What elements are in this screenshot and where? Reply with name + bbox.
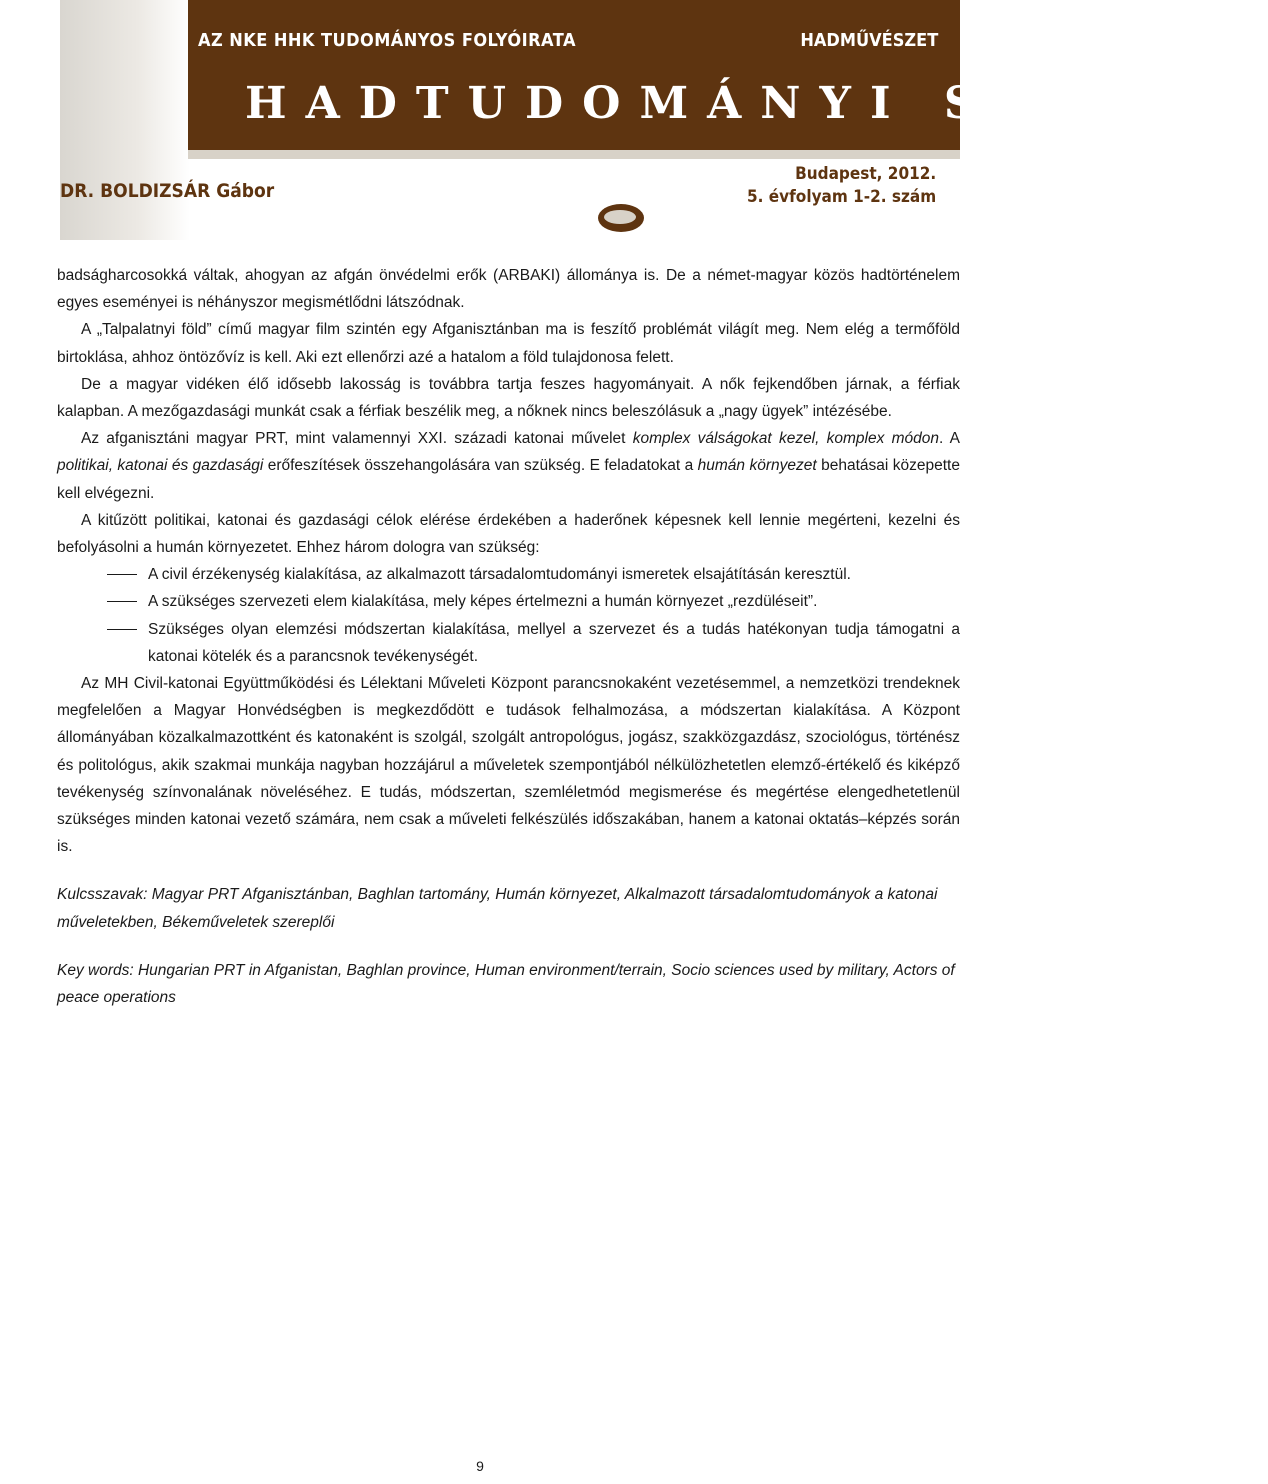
p4-text-a: Az afganisztáni magyar PRT, mint valamennyi XXI. századi katonai művelet — [81, 430, 633, 448]
p4-italic-b: komplex válságokat kezel, komplex módon — [632, 430, 939, 448]
paragraph-5: A kitűzött politikai, katonai és gazdasági célok elérése érdekében a haderőnek képesnek kell lennie megérteni, kezelni és befolyásolni a humán környezetet. Ehhez három dologra van szükség: — [57, 511, 960, 557]
paragraph-6: Az MH Civil-katonai Együttműködési és Lélektani Műveleti Központ parancsnokaként vezetésemmel, a nemzetközi trendeknek megfelelően a Magyar Honvédségben is megkezdődött e tudások felhalmozása, a módszertan kialakítása. A Központ állományában közalkalmazottként és katonaként is szolgál, szolgált antropológus, jogász, szakközgazdász, szociológus, történész és politológus, akik szakmai munkája nagyban hozzájárul a műveletek szempontjából nélkülözhetetlen elemző-értékelő és kiképző tevékenység színvonalának növeléséhez. E tudás, módszertan, szemléletmód megismerése és megértése elengedhetetlenül szükséges minden katonai vezető számára, nem csak a műveleti felkészülés időszakában, hanem a katonai oktatás–képzés során is. — [57, 675, 960, 856]
bullet-text: A civil érzékenység kialakítása, az alkalmazott társadalomtudományi ismeretek elsajátításán keresztül. — [148, 566, 851, 584]
header-strip — [188, 150, 960, 159]
decorative-ellipse-inner — [604, 210, 636, 224]
dash-marker — [107, 574, 137, 575]
keywords-hungarian: Kulcsszavak: Magyar PRT Afganisztánban, Baghlan tartomány, Humán környezet, Alkalmazott társadalomtudományok a katonai műveletekben, Békeműveletek szereplői — [57, 886, 938, 931]
p4-text-e: erőfeszítések összehangolására van szükség. E feladatokat a — [263, 457, 698, 475]
journal-line: AZ NKE HHK TUDOMÁNYOS FOLYÓIRATA — [198, 30, 576, 51]
dash-marker — [107, 601, 137, 602]
p4-italic-d: politikai, katonai és gazdasági — [57, 457, 264, 475]
p4-text-c: . A — [938, 430, 960, 448]
paragraph-4 — [57, 425, 960, 507]
article-body — [57, 262, 960, 1011]
section-label: HADMŰVÉSZET — [800, 30, 938, 51]
bullet-text: Szükséges olyan elemzési módszertan kialakítása, mellyel a szervezet és a tudás hatékonyan tudja támogatni a katonai kötelék és a parancsnok tevékenységét. — [148, 620, 960, 665]
keywords-english: Key words: Hungarian PRT in Afganistan, Baghlan province, Human environment/terrain, Socio sciences used by military, Actors of peace operations — [57, 961, 955, 1007]
volume-issue: 5. évfolyam 1-2. szám — [746, 187, 936, 207]
bullet-text: A szükséges szervezeti elem kialakítása, mely képes értelmezni a humán környezet „rezdüléseit”. — [148, 593, 818, 611]
paragraph-3: De a magyar vidéken élő idősebb lakosság is továbbra tartja feszes hagyományait. A nők fejkendőben járnak, a férfiak kalapban. A mezőgazdasági munkát csak a férfiak beszélik meg, a nőknek nincs beleszólásuk a „nagy ügyek” intézésébe. — [57, 375, 960, 421]
bullet-item — [57, 561, 960, 588]
author-name: DR. BOLDIZSÁR Gábor — [60, 180, 275, 202]
page-number: 9 — [476, 1458, 484, 1474]
journal-title: HADTUDOMÁNYI SZEMLE — [245, 78, 1268, 129]
publication-info — [747, 163, 936, 209]
p4-text-g: behatásai közepette kell elvégezni. — [57, 457, 960, 502]
header-shadow — [60, 0, 190, 240]
dash-marker — [107, 629, 137, 630]
p4-italic-f: humán környezet — [697, 457, 817, 475]
bullet-item — [57, 616, 960, 670]
paragraph-2: A „Talpalatnyi föld” című magyar film szintén egy Afganisztánban ma is feszítő problémát világít meg. Nem elég a termőföld birtoklása, ahhoz öntözővíz is kell. Aki ezt ellenőrzi azé a hatalom a föld tulajdonosa felett. — [57, 321, 960, 366]
paragraph-1: badságharcosokká váltak, ahogyan az afgán önvédelmi erők (ARBAKI) állománya is. De a német-magyar közös hadtörténelem egyes eseményei is néhányszor megismétlődni látszódnak. — [57, 267, 960, 312]
bullet-item — [57, 588, 960, 615]
place-date: Budapest, 2012. — [794, 164, 936, 184]
